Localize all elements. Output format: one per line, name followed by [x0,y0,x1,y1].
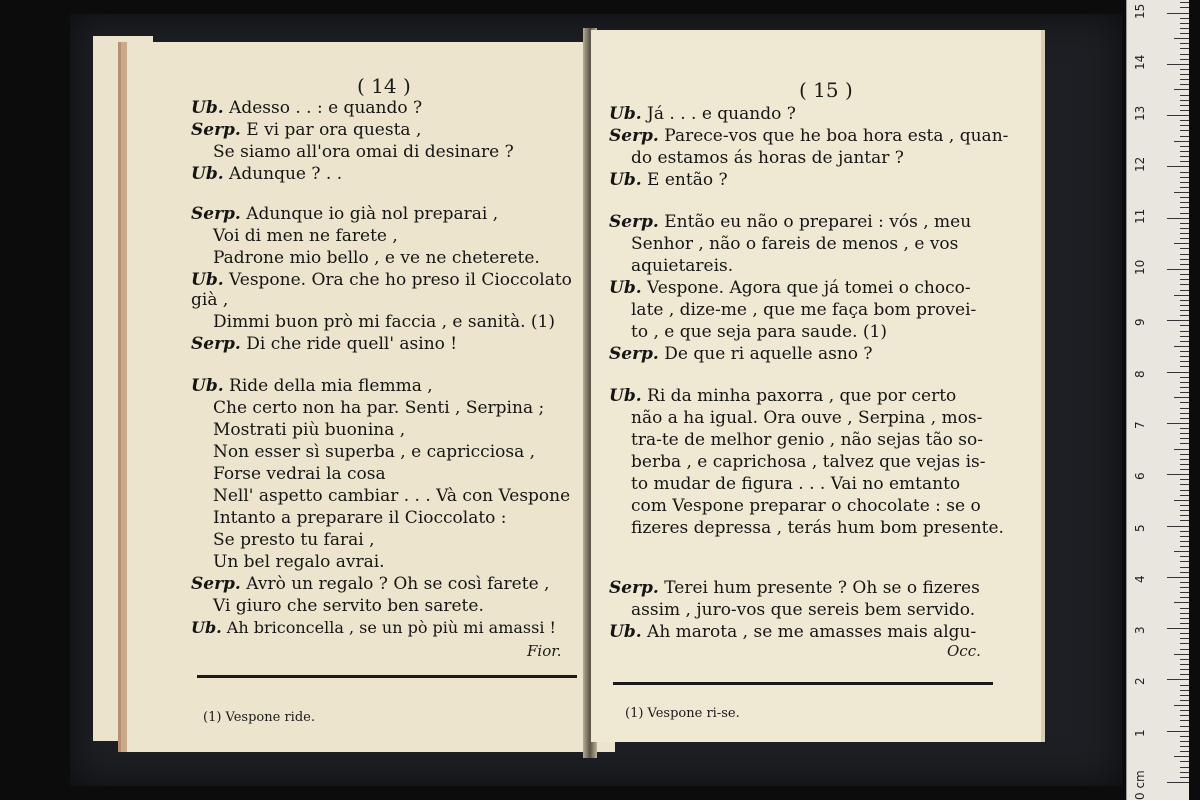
ruler-tick [1180,156,1189,157]
footnote: (1) Vespone ride. [203,710,315,725]
ruler-tick [1180,351,1189,352]
text-line: Ub. Ri da minha paxorra , que por certo [609,386,957,406]
ruler-tick [1180,726,1189,727]
ruler-tick [1180,48,1189,49]
ruler-label: 5 [1133,523,1147,532]
text-line: Serp. Di che ride quell' asino ! [191,334,458,354]
footnote-rule [197,675,577,678]
ruler-tick [1180,720,1189,721]
ruler-tick [1180,79,1189,80]
text-line: Ub. Já . . . e quando ? [609,104,796,124]
page-number: ( 15 ) [799,78,853,102]
ruler-tick [1180,767,1189,768]
ruler-tick [1174,346,1189,347]
ruler-tick [1180,541,1189,542]
ruler-tick [1180,710,1189,711]
text-line: Ub. Ride della mia flemma , [191,376,433,396]
ruler-tick [1180,136,1189,137]
ruler-tick [1180,413,1189,414]
ruler-tick [1180,361,1189,362]
ruler-tick [1180,377,1189,378]
text-line: Senhor , não o fareis de menos , e vos [631,234,959,254]
ruler-tick [1180,336,1189,337]
ruler-tick [1180,59,1189,60]
ruler-tick [1180,685,1189,686]
ruler-tick [1180,84,1189,85]
ruler-tick [1180,638,1189,639]
footnote: (1) Vespone ri-se. [625,706,740,721]
ruler-tick [1180,695,1189,696]
ruler-tick [1180,597,1189,598]
text-line: Dimmi buon prò mi faccia , e sanità. (1) [213,312,555,332]
speaker: Serp. [609,578,659,598]
ruler-tick [1174,295,1189,296]
speaker: Ub. [609,278,642,298]
ruler-tick [1174,243,1189,244]
text-line: Serp. Avrò un regalo ? Oh se così farete , [191,574,550,594]
speaker: Serp. [609,126,659,146]
text-line: Un bel regalo avrai. [213,552,385,572]
ruler-label: 1 [1133,729,1147,737]
text-line: Serp. Adunque io già nol preparai , [191,204,499,224]
text-line: Ub. Adunque ? . . [191,164,343,184]
ruler-tick [1167,13,1189,14]
speaker: Serp. [191,574,241,594]
ruler-tick [1180,428,1189,429]
text-line: Padrone mio bello , e ve ne cheterete. [213,248,540,268]
ruler-tick [1180,161,1189,162]
ruler-label: 6 [1133,472,1147,481]
ruler-tick [1167,526,1189,527]
ruler-tick [1180,74,1189,75]
ruler-tick [1180,146,1189,147]
ruler-label: 11 [1133,208,1147,224]
ruler-tick [1180,592,1189,593]
open-book [93,28,1048,763]
ruler-tick [1180,418,1189,419]
ruler-tick [1180,392,1189,393]
ruler-tick [1174,397,1189,398]
speaker: Serp. [191,120,241,140]
ruler-tick [1167,115,1189,116]
ruler-tick [1180,746,1189,747]
ruler-tick [1180,736,1189,737]
ruler-tick [1180,608,1189,609]
ruler-tick [1174,602,1189,603]
ruler-tick [1174,38,1189,39]
ruler-tick [1180,28,1189,29]
ruler-tick [1174,500,1189,501]
ruler-tick [1180,520,1189,521]
text-line: Ub. Adesso . . : e quando ? [191,98,423,118]
ruler-tick [1180,130,1189,131]
ruler-tick [1180,633,1189,634]
text-line: Serp. Terei hum presente ? Oh se o fizeres [609,578,980,598]
ruler-tick [1180,177,1189,178]
ruler-tick [1180,382,1189,383]
ruler-tick [1180,233,1189,234]
ruler-tick [1167,166,1189,167]
ruler-tick [1180,469,1189,470]
ruler-tick [1180,213,1189,214]
left-page [121,42,615,752]
ruler-tick [1180,120,1189,121]
speaker: Ub. [191,98,224,118]
ruler-tick [1180,484,1189,485]
text-line: Se presto tu farai , [213,530,375,550]
ruler-tick [1180,238,1189,239]
text-line: berba , e caprichosa , talvez que vejas is- [631,452,986,472]
text-line: Voi di men ne farete , [213,226,398,246]
ruler-tick [1167,423,1189,424]
ruler-tick [1167,64,1189,65]
speaker: Ub. [191,270,224,290]
ruler-tick [1180,274,1189,275]
measuring-ruler [1126,0,1189,800]
ruler-tick [1180,54,1189,55]
ruler-label: 13 [1133,105,1147,122]
ruler-tick [1180,279,1189,280]
text-line: Serp. Parece-vos que he boa hora esta , quan- [609,126,1009,146]
ruler-tick [1180,510,1189,511]
text-line: Che certo non ha par. Senti , Serpina ; [213,398,545,418]
ruler-tick [1180,151,1189,152]
ruler-tick [1180,69,1189,70]
ruler-tick [1167,731,1189,732]
ruler-tick [1180,7,1189,8]
text-line: late , dize-me , que me faça bom provei- [631,300,977,320]
ruler-label: 9 [1133,318,1147,327]
ruler-tick [1180,172,1189,173]
text-line: Non esser sì superba , e capricciosa , [213,442,536,462]
ruler-tick [1174,192,1189,193]
ruler-tick [1180,690,1189,691]
text-line: aquietareis. [631,256,734,276]
ruler-tick [1167,474,1189,475]
text-line: Ub. Vespone. Agora que já tomei o choco- [609,278,971,298]
text-line: Se siamo all'ora omai di desinare ? [213,142,514,162]
ruler-tick [1174,756,1189,757]
speaker: Serp. [191,204,241,224]
ruler-tick [1180,459,1189,460]
ruler-tick [1180,33,1189,34]
text-line: não a ha igual. Ora ouve , Serpina , mos- [631,408,983,428]
ruler-tick [1180,536,1189,537]
ruler-tick [1180,618,1189,619]
ruler-tick [1180,207,1189,208]
speaker: Ub. [609,104,642,124]
ruler-label: 12 [1133,157,1147,173]
ruler-tick [1180,495,1189,496]
speaker: Ub. [191,618,222,637]
text-line: to , e que seja para saude. (1) [631,322,887,342]
speaker: Ub. [191,164,224,184]
ruler-tick [1180,331,1189,332]
ruler-tick [1180,700,1189,701]
text-line: com Vespone preparar o chocolate : se o [631,496,981,516]
text-line: Serp. Então eu não o preparei : vós , meu [609,212,972,232]
ruler-tick [1180,202,1189,203]
ruler-tick [1167,679,1189,680]
ruler-tick [1167,218,1189,219]
ruler-tick [1180,464,1189,465]
ruler-tick [1180,438,1189,439]
ruler-tick [1180,674,1189,675]
ruler-tick [1180,187,1189,188]
ruler-tick [1174,89,1189,90]
footnote-rule [613,682,993,685]
ruler-tick [1180,2,1189,3]
ruler-tick [1180,254,1189,255]
ruler-tick [1180,356,1189,357]
text-line: Ub. Ah marota , se me amasses mais algu- [609,622,977,642]
ruler-tick [1180,582,1189,583]
catchword: Occ. [947,642,981,660]
ruler-tick [1174,654,1189,655]
ruler-tick [1180,259,1189,260]
ruler-tick [1180,18,1189,19]
ruler-tick [1180,315,1189,316]
speaker: Serp. [191,334,241,354]
ruler-tick [1180,546,1189,547]
ruler-label: 7 [1133,421,1147,429]
ruler-tick [1174,705,1189,706]
ruler-tick [1180,182,1189,183]
ruler-tick [1180,305,1189,306]
ruler-tick [1174,141,1189,142]
speaker: Serp. [609,212,659,232]
ruler-tick [1180,248,1189,249]
ruler-tick [1167,320,1189,321]
speaker: Ub. [191,376,224,396]
ruler-tick [1180,290,1189,291]
ruler-label: 8 [1133,369,1147,378]
text-line: Serp. De que ri aquelle asno ? [609,344,873,364]
ruler-tick [1180,761,1189,762]
text-line: tra-te de melhor genio , não sejas tão so- [631,430,983,450]
speaker: Ub. [609,622,642,642]
ruler-tick [1180,715,1189,716]
ruler-tick [1180,587,1189,588]
text-line: to mudar de figura . . . Vai no emtanto [631,474,961,494]
text-line: Ub. Vespone. Ora che ho preso il Cioccolato già , [191,270,572,310]
ruler-tick [1180,669,1189,670]
ruler-tick [1180,43,1189,44]
ruler-tick [1180,300,1189,301]
ruler-label: 2 [1133,677,1147,686]
ruler-tick [1180,664,1189,665]
ruler-tick [1180,567,1189,568]
ruler-tick [1180,325,1189,326]
text-line: do estamos ás horas de jantar ? [631,148,904,168]
ruler-tick [1180,490,1189,491]
ruler-tick [1180,387,1189,388]
ruler-tick [1180,228,1189,229]
ruler-tick [1180,264,1189,265]
ruler-tick [1180,556,1189,557]
ruler-tick [1180,659,1189,660]
text-line: assim , juro-vos que sereis bem servido. [631,600,976,620]
ruler-tick [1180,223,1189,224]
page-number: ( 14 ) [357,74,411,98]
ruler-tick [1180,23,1189,24]
ruler-tick [1180,443,1189,444]
ruler-tick [1180,454,1189,455]
ruler-tick [1174,551,1189,552]
ruler-tick [1180,95,1189,96]
ruler-label: 4 [1133,575,1147,583]
text-line: Forse vedrai la cosa [213,464,386,484]
ruler-tick [1180,561,1189,562]
ruler-tick [1180,479,1189,480]
ruler-label: 0 cm [1133,770,1147,800]
right-page [591,30,1041,742]
ruler-tick [1180,572,1189,573]
ruler-tick [1167,628,1189,629]
ruler-tick [1180,408,1189,409]
ruler-tick [1180,284,1189,285]
speaker: Ub. [609,386,642,406]
text-line: Serp. E vi par ora questa , [191,120,422,140]
ruler-tick [1180,402,1189,403]
ruler-tick [1167,269,1189,270]
text-line: Ub. Ah briconcella , se un pò più mi amassi ! [191,618,556,637]
text-line: Intanto a preparare il Cioccolato : [213,508,507,528]
text-line: Vi giuro che servito ben sarete. [213,596,484,616]
ruler-tick [1167,372,1189,373]
ruler-tick [1180,751,1189,752]
text-line: Ub. E então ? [609,170,728,190]
ruler-tick [1180,772,1189,773]
ruler-tick [1180,531,1189,532]
ruler-tick [1180,515,1189,516]
ruler-tick [1180,613,1189,614]
ruler-tick [1180,110,1189,111]
ruler-tick [1180,100,1189,101]
ruler-tick [1174,449,1189,450]
ruler-label: 3 [1133,626,1147,635]
ruler-tick [1180,777,1189,778]
ruler-tick [1180,341,1189,342]
ruler-tick [1180,105,1189,106]
ruler-tick [1167,782,1189,783]
ruler-tick [1180,197,1189,198]
ruler-tick [1180,741,1189,742]
ruler-tick [1167,577,1189,578]
ruler-label: 10 [1133,259,1147,275]
speaker: Serp. [609,344,659,364]
ruler-label: 15 [1133,3,1147,19]
ruler-tick [1180,310,1189,311]
text-line: Mostrati più buonina , [213,420,406,440]
ruler-tick [1180,623,1189,624]
ruler-tick [1180,643,1189,644]
ruler-tick [1180,649,1189,650]
ruler-label: 14 [1133,54,1147,70]
ruler-tick [1180,433,1189,434]
speaker: Ub. [609,170,642,190]
text-line: Nell' aspetto cambiar . . . Và con Vespone [213,486,571,506]
ruler-tick [1180,125,1189,126]
catchword: Fior. [527,642,562,660]
text-line: fizeres depressa , terás hum bom presente. [631,518,1004,538]
ruler-tick [1180,366,1189,367]
ruler-tick [1180,505,1189,506]
